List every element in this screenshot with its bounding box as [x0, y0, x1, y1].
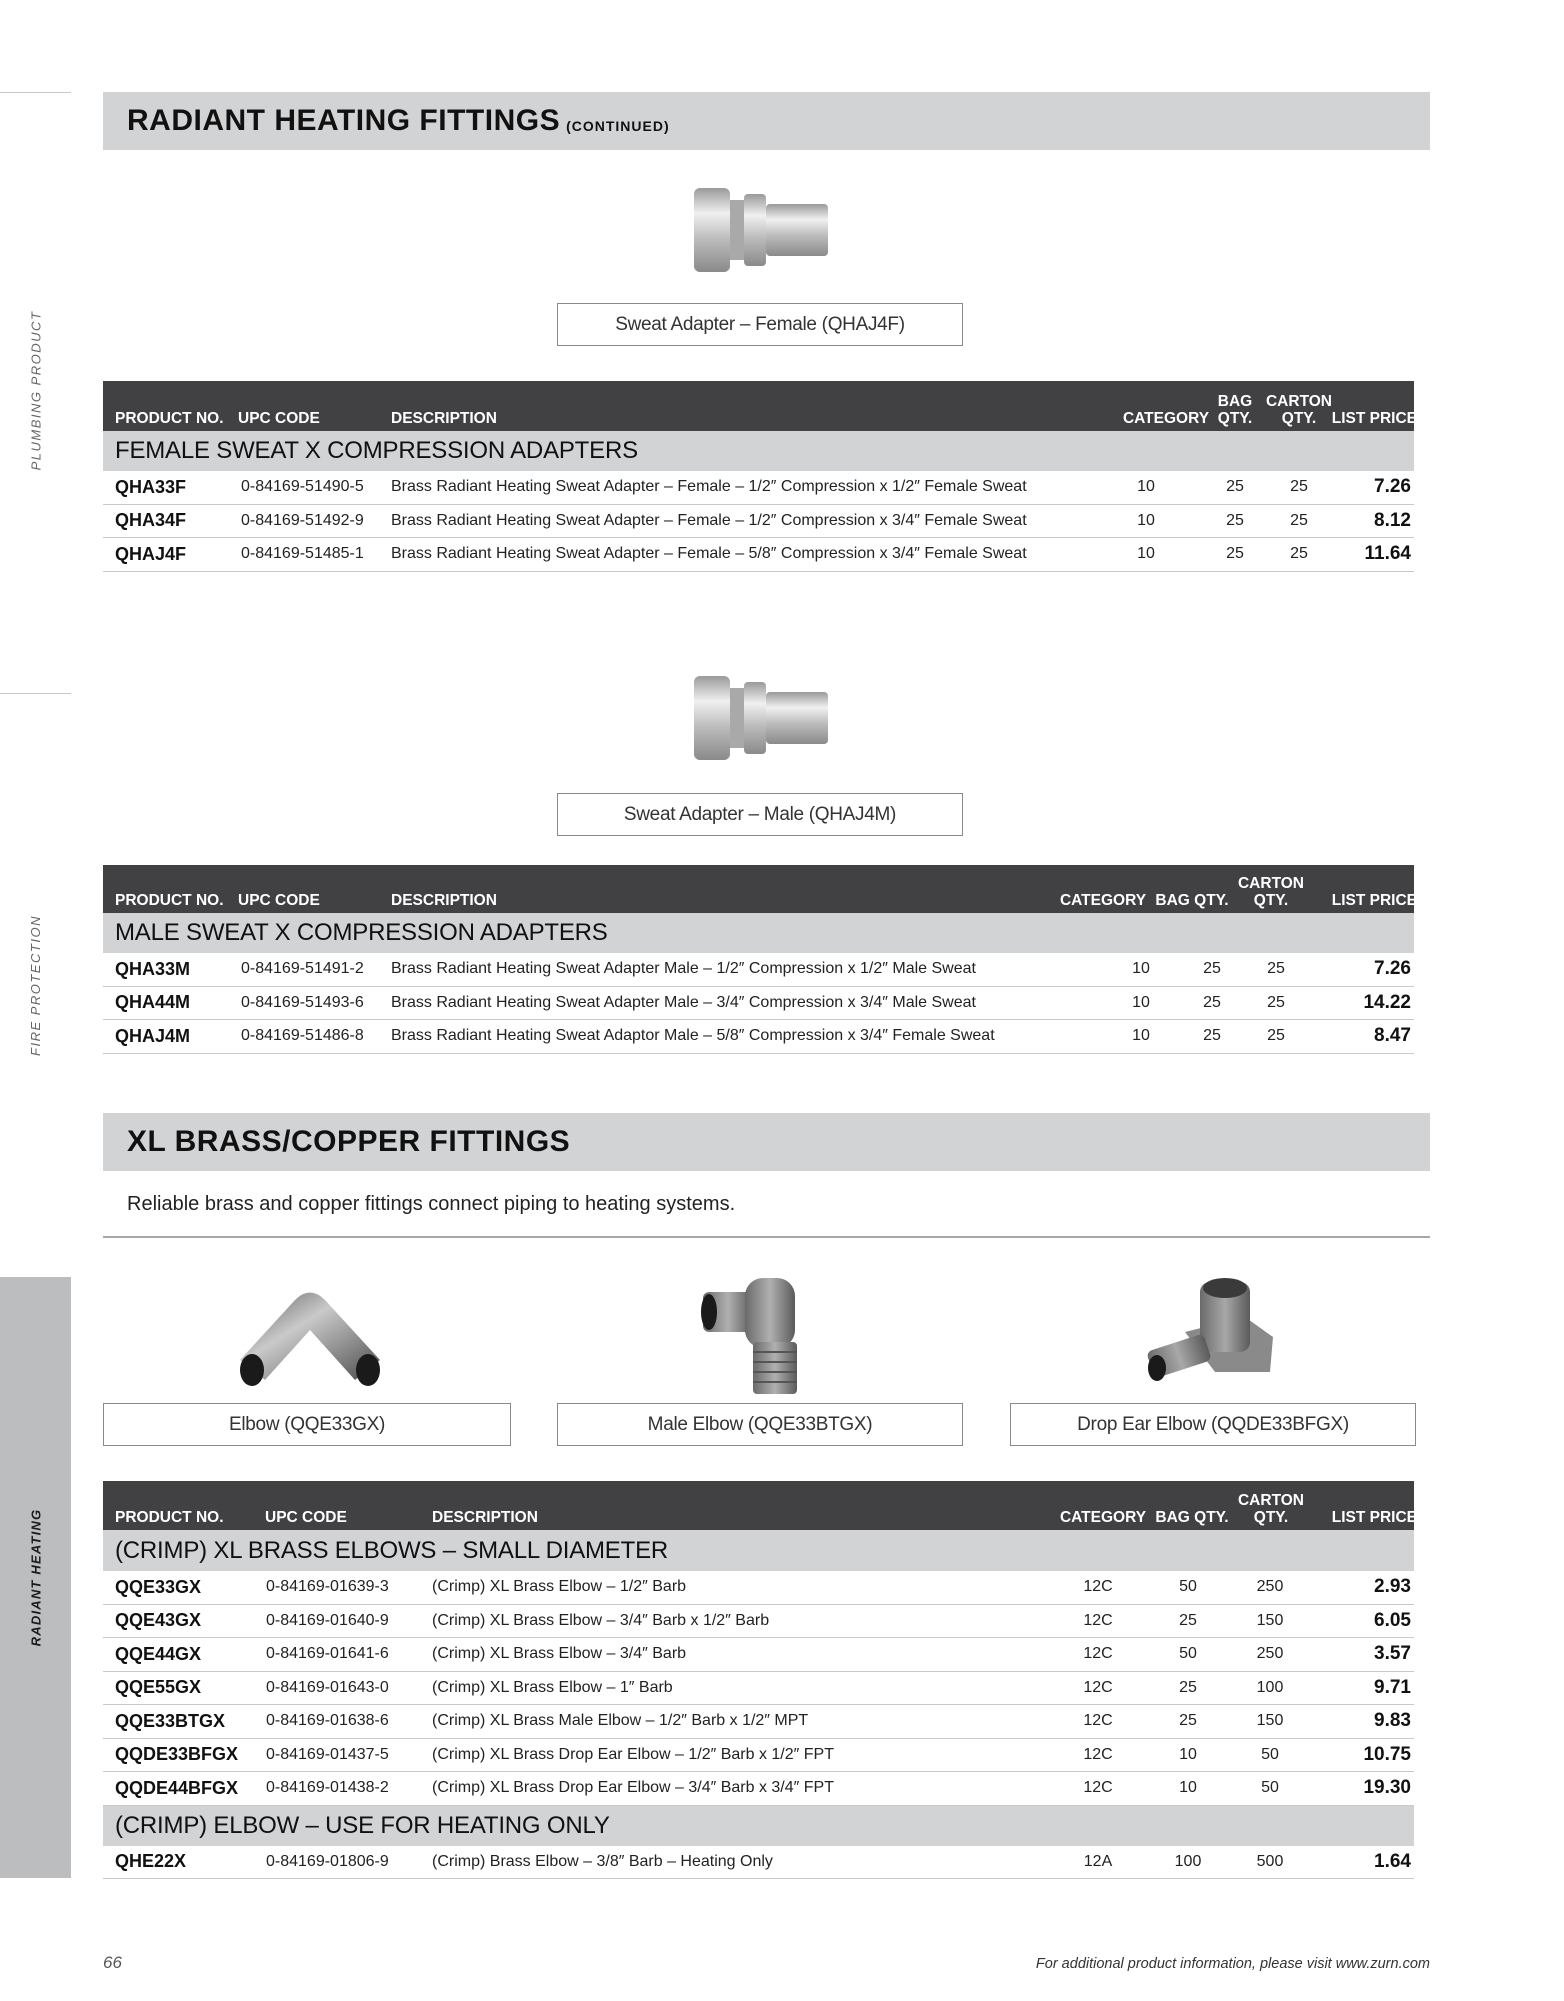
- bag-qty: 25: [1226, 511, 1244, 529]
- caption-text: Sweat Adapter – Male (QHAJ4M): [623, 803, 897, 825]
- category: 12C: [1083, 1779, 1113, 1797]
- carton-qty: 25: [1267, 1027, 1285, 1045]
- col-bag-qty-line2: QTY.: [1217, 410, 1253, 427]
- upc-code: 0-84169-01643-0: [266, 1678, 389, 1696]
- description: (Crimp) Brass Elbow – 3/8″ Barb – Heating Only: [432, 1852, 773, 1870]
- product-no: QQE33GX: [115, 1576, 202, 1597]
- bag-qty: 25: [1203, 960, 1221, 978]
- caption-sweat-adapter-male: [557, 793, 963, 836]
- col-carton-qty-line1: CARTON: [1265, 393, 1333, 410]
- bag-qty: 25: [1179, 1611, 1197, 1629]
- table-row: [103, 471, 1414, 505]
- male-adapters-table: [103, 865, 1417, 1054]
- footer-note: For additional product information, please visit www.zurn.com: [1035, 1956, 1430, 1972]
- side-tab-plumbing-product[interactable]: [0, 290, 71, 490]
- bag-qty: 10: [1179, 1745, 1197, 1763]
- product-no: QHAJ4M: [115, 1025, 191, 1046]
- table-row: [103, 1739, 1414, 1773]
- table-row: [103, 1705, 1414, 1739]
- side-tab-label: FIRE PROTECTION: [28, 914, 44, 1056]
- carton-qty: 250: [1256, 1645, 1284, 1663]
- col-carton-qty-line2: QTY.: [1281, 410, 1317, 427]
- section-title: XL BRASS/COPPER FITTINGS: [127, 1125, 571, 1158]
- section-title: RADIANT HEATING FITTINGS: [127, 104, 561, 137]
- section-header-xl-brass: [103, 1113, 1430, 1171]
- category: 12C: [1083, 1645, 1113, 1663]
- table-header: [103, 381, 1417, 431]
- table-row: [103, 1571, 1414, 1605]
- product-no: QQE44GX: [115, 1643, 202, 1664]
- product-no: QQDE44BFGX: [115, 1777, 239, 1798]
- product-no: QHA44M: [115, 992, 191, 1013]
- list-price: 10.75: [1363, 1743, 1411, 1765]
- col-upc-code: UPC CODE: [238, 892, 320, 909]
- product-no: QHE22X: [115, 1851, 187, 1872]
- table-row: [103, 1605, 1414, 1639]
- description: Brass Radiant Heating Sweat Adapter – Female – 1/2″ Compression x 3/4″ Female Sweat: [391, 511, 1027, 529]
- upc-code: 0-84169-01639-3: [266, 1578, 389, 1596]
- col-list-price: LIST PRICE: [1331, 892, 1417, 909]
- upc-code: 0-84169-51490-5: [241, 478, 364, 496]
- col-category: CATEGORY: [1122, 410, 1210, 427]
- list-price: 7.26: [1374, 476, 1411, 498]
- side-tab-fire-protection[interactable]: [0, 885, 71, 1085]
- caption-elbow: [103, 1403, 511, 1446]
- table-row: [103, 505, 1414, 539]
- caption-sweat-adapter-female: [557, 303, 963, 346]
- table-row: [103, 1672, 1414, 1706]
- carton-qty: 250: [1256, 1578, 1284, 1596]
- col-bag-qty: BAG QTY.: [1155, 1509, 1229, 1526]
- category: 10: [1137, 478, 1155, 496]
- product-no: QHA33F: [115, 476, 187, 497]
- table-row: [103, 953, 1414, 987]
- category: 12C: [1083, 1745, 1113, 1763]
- side-divider: [0, 693, 71, 694]
- product-no: QQE33BTGX: [115, 1710, 226, 1731]
- description: Brass Radiant Heating Sweat Adapter – Female – 1/2″ Compression x 1/2″ Female Sweat: [391, 478, 1027, 496]
- side-divider: [0, 92, 71, 93]
- carton-qty: 150: [1256, 1611, 1284, 1629]
- upc-code: 0-84169-51485-1: [241, 545, 364, 563]
- upc-code: 0-84169-51486-8: [241, 1027, 364, 1045]
- carton-qty: 25: [1267, 993, 1285, 1011]
- col-description: DESCRIPTION: [391, 410, 497, 427]
- carton-qty: 50: [1261, 1779, 1279, 1797]
- col-carton-qty: [1261, 393, 1337, 427]
- description: (Crimp) XL Brass Male Elbow – 1/2″ Barb x 1/2″ MPT: [432, 1712, 809, 1730]
- section-divider: [103, 1236, 1430, 1238]
- upc-code: 0-84169-01806-9: [266, 1852, 389, 1870]
- bag-qty: 25: [1203, 1027, 1221, 1045]
- side-tab-label: RADIANT HEATING: [28, 1508, 44, 1647]
- col-product-no: PRODUCT NO.: [115, 410, 224, 427]
- bag-qty: 25: [1226, 478, 1244, 496]
- carton-qty: 150: [1256, 1712, 1284, 1730]
- list-price: 19.30: [1363, 1777, 1411, 1799]
- caption-male-elbow: [557, 1403, 963, 1446]
- col-category: CATEGORY: [1059, 892, 1147, 909]
- xl-brass-elbows-table: [103, 1481, 1417, 1879]
- side-tab-label: PLUMBING PRODUCT: [28, 310, 44, 470]
- col-bag-qty: BAG QTY.: [1155, 892, 1229, 909]
- group-header: MALE SWEAT X COMPRESSION ADAPTERS: [103, 913, 1414, 953]
- bag-qty: 25: [1179, 1712, 1197, 1730]
- upc-code: 0-84169-51493-6: [241, 993, 364, 1011]
- col-carton-qty-line2: QTY.: [1253, 892, 1289, 909]
- group-header: (CRIMP) XL BRASS ELBOWS – SMALL DIAMETER: [103, 1530, 1414, 1571]
- description: (Crimp) XL Brass Drop Ear Elbow – 3/4″ Barb x 3/4″ FPT: [432, 1779, 834, 1797]
- col-product-no: PRODUCT NO.: [115, 892, 224, 909]
- group-header: (CRIMP) ELBOW – USE FOR HEATING ONLY: [103, 1806, 1414, 1846]
- list-price: 6.05: [1374, 1609, 1411, 1631]
- list-price: 3.57: [1374, 1643, 1411, 1665]
- description: (Crimp) XL Brass Elbow – 3/4″ Barb: [432, 1645, 687, 1663]
- upc-code: 0-84169-01437-5: [266, 1745, 389, 1763]
- product-no: QQE55GX: [115, 1677, 202, 1698]
- table-header: [103, 1481, 1417, 1530]
- category: 10: [1137, 545, 1155, 563]
- section-description: Reliable brass and copper fittings connect piping to heating systems.: [127, 1193, 736, 1215]
- description: (Crimp) XL Brass Drop Ear Elbow – 1/2″ Barb x 1/2″ FPT: [432, 1745, 834, 1763]
- group-header: FEMALE SWEAT X COMPRESSION ADAPTERS: [103, 431, 1414, 471]
- col-carton-qty-line1: CARTON: [1237, 1492, 1305, 1509]
- col-description: DESCRIPTION: [432, 1509, 538, 1526]
- list-price: 9.83: [1374, 1710, 1411, 1732]
- table-row: [103, 1772, 1414, 1806]
- col-product-no: PRODUCT NO.: [115, 1509, 224, 1526]
- female-adapters-table: [103, 381, 1417, 572]
- list-price: 9.71: [1374, 1676, 1411, 1698]
- upc-code: 0-84169-51491-2: [241, 960, 364, 978]
- category: 12C: [1083, 1611, 1113, 1629]
- sweat-adapter-male-image: [690, 668, 840, 768]
- product-no: QQDE33BFGX: [115, 1744, 239, 1765]
- list-price: 7.26: [1374, 958, 1411, 980]
- col-carton-qty: [1233, 1492, 1309, 1526]
- category: 12C: [1083, 1578, 1113, 1596]
- product-no: QQE43GX: [115, 1610, 202, 1631]
- side-tab-radiant-heating[interactable]: [0, 1277, 71, 1878]
- bag-qty: 50: [1179, 1645, 1197, 1663]
- caption-text: Male Elbow (QQE33BTGX): [647, 1413, 873, 1435]
- section-subtitle: (CONTINUED): [566, 118, 670, 134]
- product-no: QHA33M: [115, 958, 191, 979]
- upc-code: 0-84169-01641-6: [266, 1645, 389, 1663]
- caption-text: Elbow (QQE33GX): [229, 1413, 385, 1435]
- page-number: 66: [103, 1953, 122, 1972]
- table-row: [103, 1638, 1414, 1672]
- table-row: [103, 987, 1414, 1021]
- bag-qty: 25: [1203, 993, 1221, 1011]
- col-list-price: LIST PRICE: [1331, 1509, 1417, 1526]
- product-no: QHA34F: [115, 510, 187, 531]
- col-carton-qty-line1: CARTON: [1237, 875, 1305, 892]
- male-elbow-image: [695, 1272, 835, 1397]
- caption-text: Sweat Adapter – Female (QHAJ4F): [615, 313, 905, 335]
- description: Brass Radiant Heating Sweat Adapter Male – 3/4″ Compression x 3/4″ Male Sweat: [391, 993, 976, 1011]
- table-header: [103, 865, 1417, 913]
- col-carton-qty-line2: QTY.: [1253, 1509, 1289, 1526]
- list-price: 14.22: [1363, 991, 1411, 1013]
- elbow-image: [225, 1280, 395, 1390]
- bag-qty: 25: [1226, 545, 1244, 563]
- carton-qty: 25: [1267, 960, 1285, 978]
- bag-qty: 100: [1174, 1852, 1202, 1870]
- category: 10: [1132, 993, 1150, 1011]
- col-upc-code: UPC CODE: [265, 1509, 347, 1526]
- description: Brass Radiant Heating Sweat Adapter – Female – 5/8″ Compression x 3/4″ Female Sweat: [391, 545, 1027, 563]
- table-row: [103, 1020, 1414, 1054]
- description: (Crimp) XL Brass Elbow – 3/4″ Barb x 1/2″ Barb: [432, 1611, 770, 1629]
- category: 10: [1137, 511, 1155, 529]
- upc-code: 0-84169-51492-9: [241, 511, 364, 529]
- col-bag-qty-line1: BAG: [1217, 393, 1253, 410]
- sweat-adapter-female-image: [690, 180, 840, 280]
- carton-qty: 25: [1290, 511, 1308, 529]
- product-no: QHAJ4F: [115, 543, 187, 564]
- section-header-radiant-heating: [103, 92, 1430, 150]
- category: 10: [1132, 1027, 1150, 1045]
- col-description: DESCRIPTION: [391, 892, 497, 909]
- upc-code: 0-84169-01438-2: [266, 1779, 389, 1797]
- category: 10: [1132, 960, 1150, 978]
- carton-qty: 500: [1256, 1852, 1284, 1870]
- description: (Crimp) XL Brass Elbow – 1/2″ Barb: [432, 1578, 687, 1596]
- category: 12A: [1083, 1852, 1113, 1870]
- list-price: 2.93: [1374, 1576, 1411, 1598]
- bag-qty: 50: [1179, 1578, 1197, 1596]
- list-price: 11.64: [1364, 543, 1411, 565]
- upc-code: 0-84169-01640-9: [266, 1611, 389, 1629]
- description: (Crimp) XL Brass Elbow – 1″ Barb: [432, 1678, 673, 1696]
- col-upc-code: UPC CODE: [238, 410, 320, 427]
- drop-ear-elbow-image: [1145, 1272, 1285, 1387]
- upc-code: 0-84169-01638-6: [266, 1712, 389, 1730]
- category: 12C: [1083, 1678, 1113, 1696]
- caption-text: Drop Ear Elbow (QQDE33BFGX): [1077, 1413, 1349, 1435]
- carton-qty: 25: [1290, 545, 1308, 563]
- carton-qty: 100: [1256, 1678, 1284, 1696]
- table-row: [103, 1846, 1414, 1880]
- col-bag-qty: [1215, 393, 1255, 427]
- caption-drop-ear-elbow: [1010, 1403, 1416, 1446]
- list-price: 8.47: [1374, 1025, 1411, 1047]
- bag-qty: 25: [1179, 1678, 1197, 1696]
- col-carton-qty: [1233, 875, 1309, 909]
- list-price: 1.64: [1374, 1850, 1411, 1872]
- table-row: [103, 538, 1414, 572]
- bag-qty: 10: [1179, 1779, 1197, 1797]
- description: Brass Radiant Heating Sweat Adaptor Male – 5/8″ Compression x 3/4″ Female Sweat: [391, 1027, 995, 1045]
- list-price: 8.12: [1374, 509, 1411, 531]
- col-category: CATEGORY: [1059, 1509, 1147, 1526]
- col-list-price: LIST PRICE: [1331, 410, 1417, 427]
- carton-qty: 25: [1290, 478, 1308, 496]
- carton-qty: 50: [1261, 1745, 1279, 1763]
- category: 12C: [1083, 1712, 1113, 1730]
- description: Brass Radiant Heating Sweat Adapter Male – 1/2″ Compression x 1/2″ Male Sweat: [391, 960, 976, 978]
